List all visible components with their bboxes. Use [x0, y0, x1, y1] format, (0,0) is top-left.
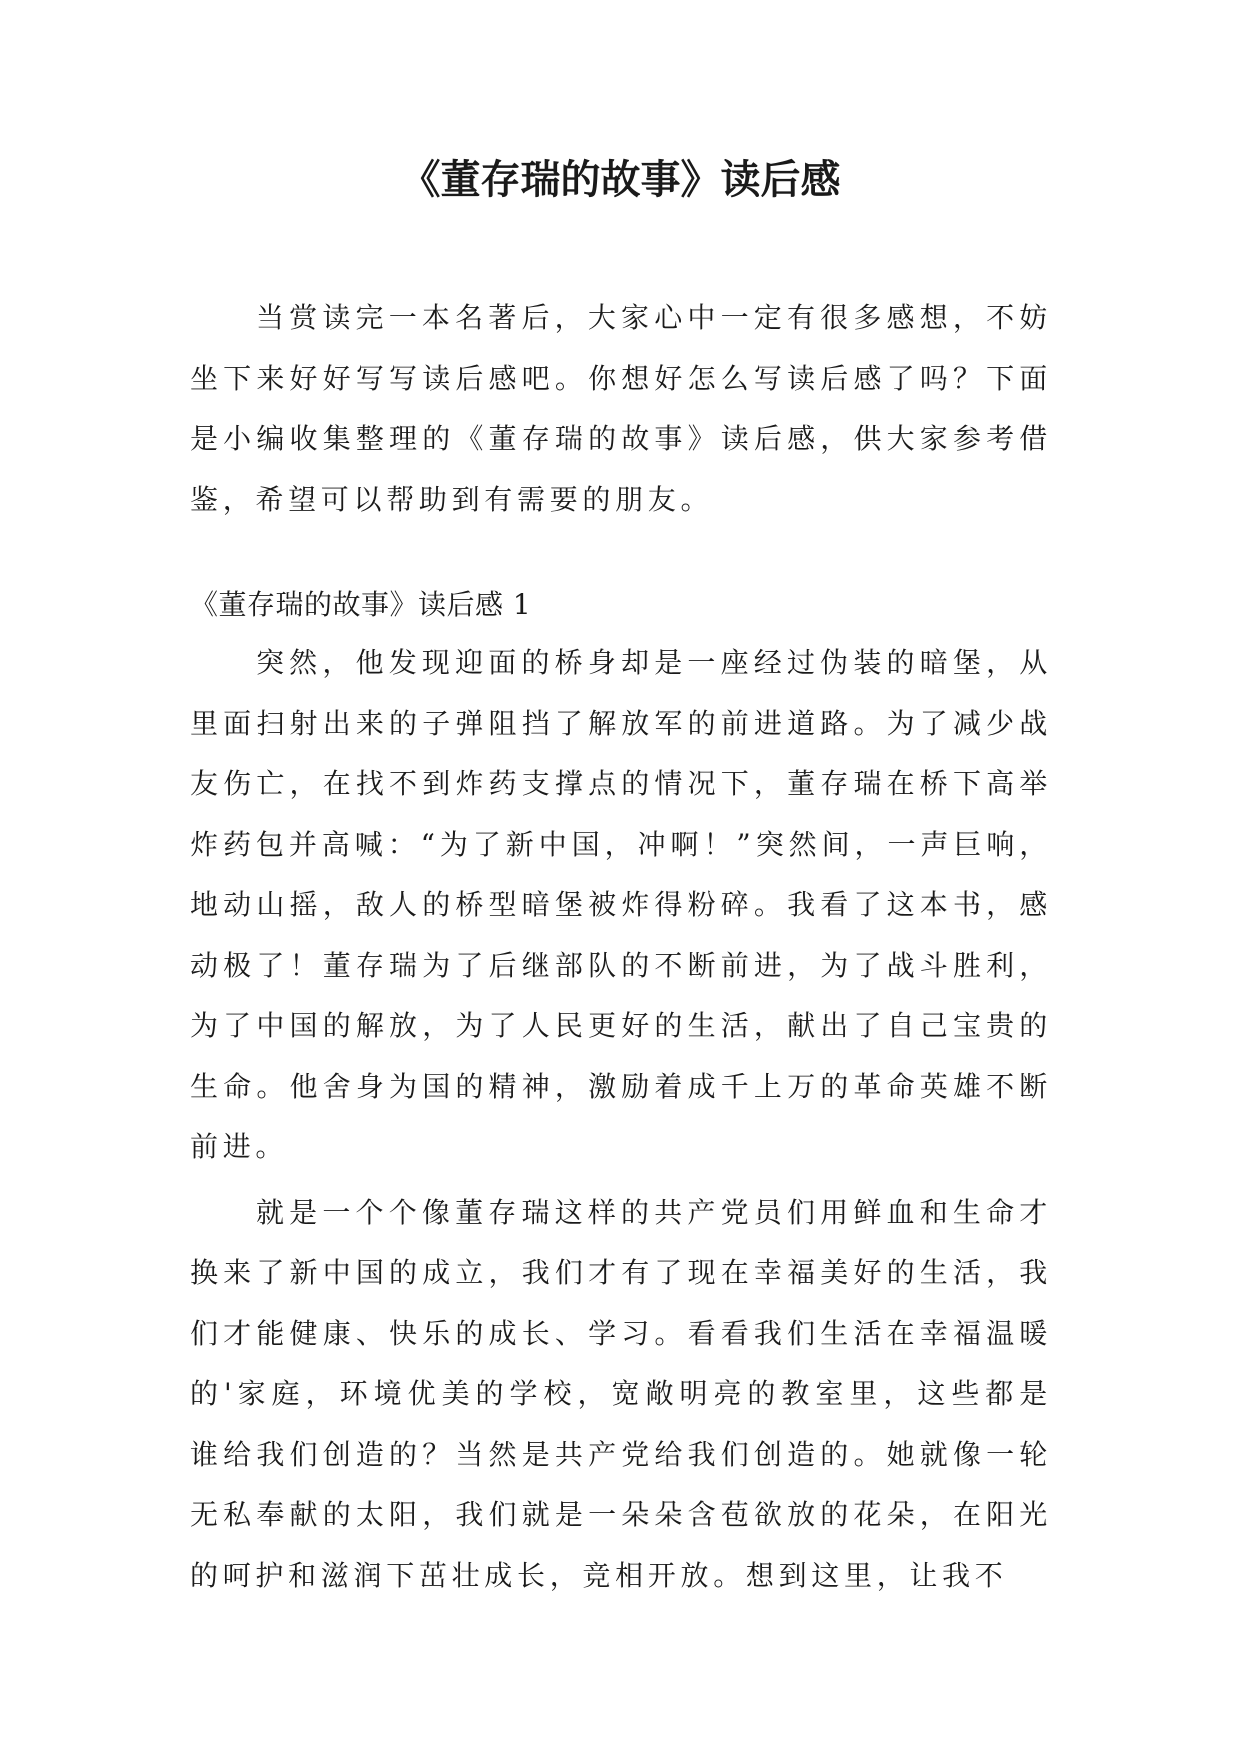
- body-paragraph-1: 突然，他发现迎面的桥身却是一座经过伪装的暗堡，从里面扫射出来的子弹阻挡了解放军的前进道路。为了减少战友伤亡，在找不到炸药支撑点的情况下，董存瑞在桥下高举炸药包并高喊：“为了新中国，冲啊！”突然间，一声巨响，地动山摇，敌人的桥型暗堡被炸得粉碎。我看了这本书，感动极了！董存瑞为了后继部队的不断前进，为了战斗胜利，为了中国的解放，为了人民更好的生活，献出了自己宝贵的生命。他舍身为国的精神，激励着成千上万的革命英雄不断前进。: [190, 646, 1052, 1163]
- section-heading: 《董存瑞的故事》读后感 1: [190, 588, 532, 621]
- section-body: [190, 633, 1052, 1606]
- document-title: 《董存瑞的故事》读后感: [400, 156, 841, 203]
- body-paragraph-2: 就是一个个像董存瑞这样的共产党员们用鲜血和生命才换来了新中国的成立，我们才有了现在幸福美好的生活，我们才能健康、快乐的成长、学习。看看我们生活在幸福温暖的'家庭，环境优美的学校，宽敞明亮的教室里，这些都是谁给我们创造的？当然是共产党给我们创造的。她就像一轮无私奉献的太阳，我们就是一朵朵含苞欲放的花朵，在阳光的呵护和滋润下茁壮成长，竞相开放。想到这里，让我不: [190, 1195, 1052, 1592]
- intro-section: [190, 288, 1052, 530]
- intro-paragraph: 当赏读完一本名著后，大家心中一定有很多感想，不妨坐下来好好写写读后感吧。你想好怎么写读后感了吗？下面是小编收集整理的《董存瑞的故事》读后感，供大家参考借鉴，希望可以帮助到有需要的朋友。: [190, 301, 1052, 516]
